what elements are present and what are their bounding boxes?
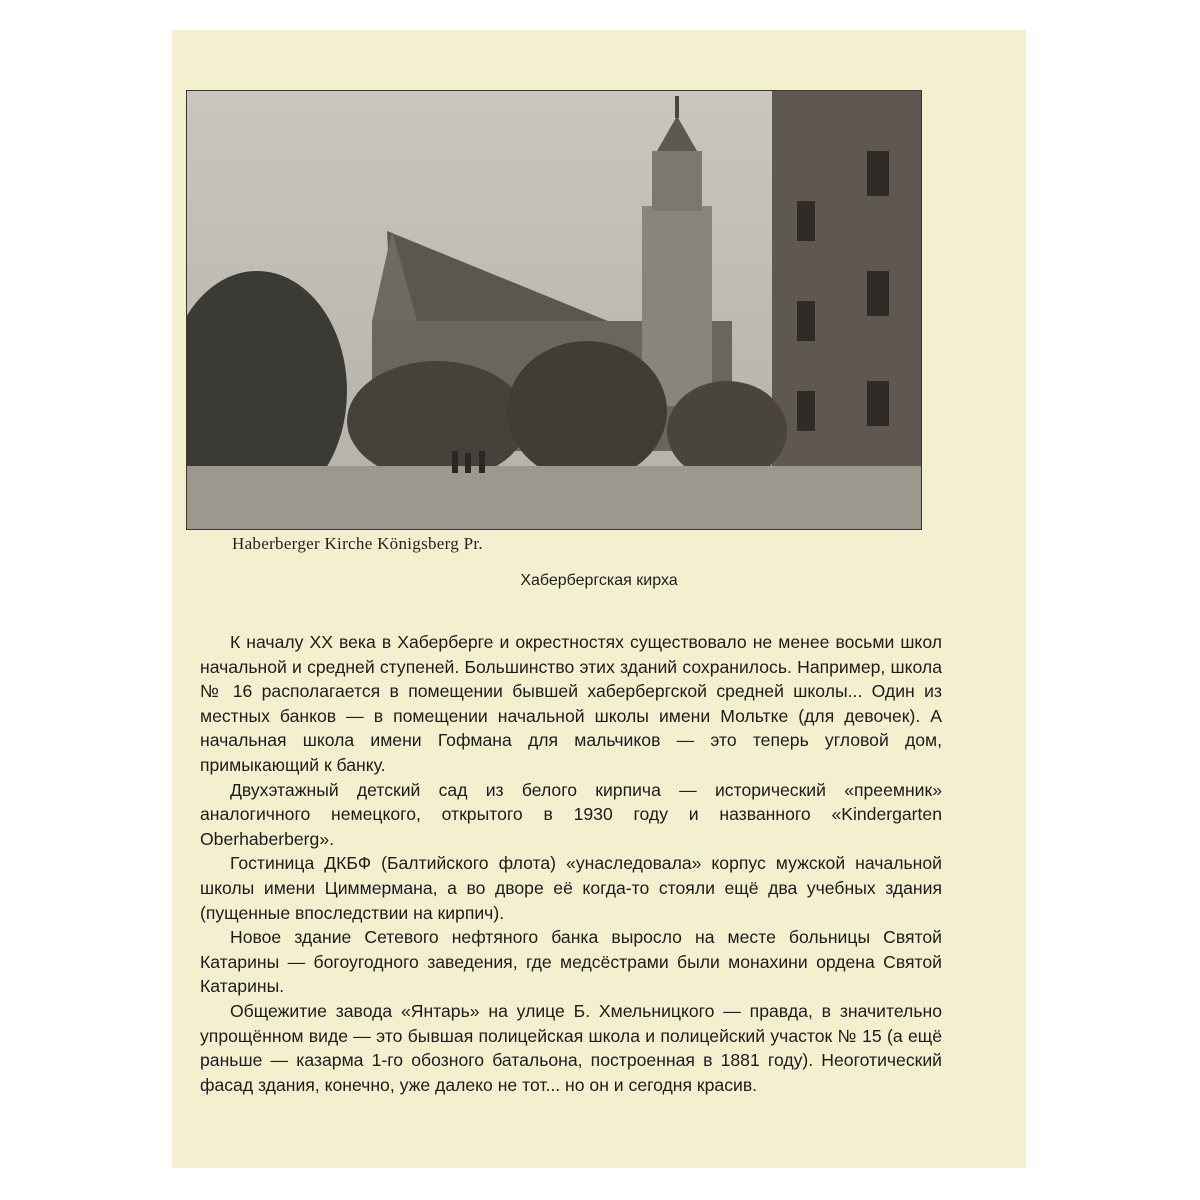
paragraph: Новое здание Сетевого нефтяного банка выросло на месте больницы Святой Катарины — богоугодного заведения, где медсёстрами были монахини ордена Святой Катарины. [200, 927, 942, 997]
figure-caption: Хабербергская кирха [520, 572, 678, 589]
photo-printed-caption: Haberberger Kirche Königsberg Pr. [232, 534, 483, 553]
paragraph: К началу XX века в Хаберберге и окрестностях существовало не менее восьми школ начальной и средней ступеней. Большинство этих зданий сохранилось. Например, школа № 16 располагается в помещении бывшей хабербергской средней школы... Один из местных банков — в помещении начальной школы имени Мольтке (для девочек). А начальная школа имени Гофмана для мальчиков — это теперь угловой дом, примыкающий к банку. [200, 632, 942, 775]
paragraph: Общежитие завода «Янтарь» на улице Б. Хмельницкого — правда, в значительно упрощённом виде — это бывшая полицейская школа и полицейский участок № 15 (а ещё раньше — казарма 1-го обозного батальона, построенная в 1881 году). Неоготический фасад здания, конечно, уже далеко не тот... но он и сегодня красив. [200, 1000, 942, 1095]
paragraph: Двухэтажный детский сад из белого кирпича — исторический «преемник» аналогичного немецкого, открытого в 1930 году и названного «Kindergarten Oberhaberberg». [200, 779, 942, 849]
church-photograph [186, 90, 922, 530]
body-text [200, 630, 942, 1097]
book-page [172, 30, 1026, 1168]
church-photo-drawing [187, 91, 921, 529]
paragraph: Гостиница ДКБФ (Балтийского флота) «унаследовала» корпус мужской начальной школы имени Циммермана, а во дворе её когда-то стояли ещё два учебных здания (пущенные впоследствии на кирпич). [200, 853, 942, 923]
